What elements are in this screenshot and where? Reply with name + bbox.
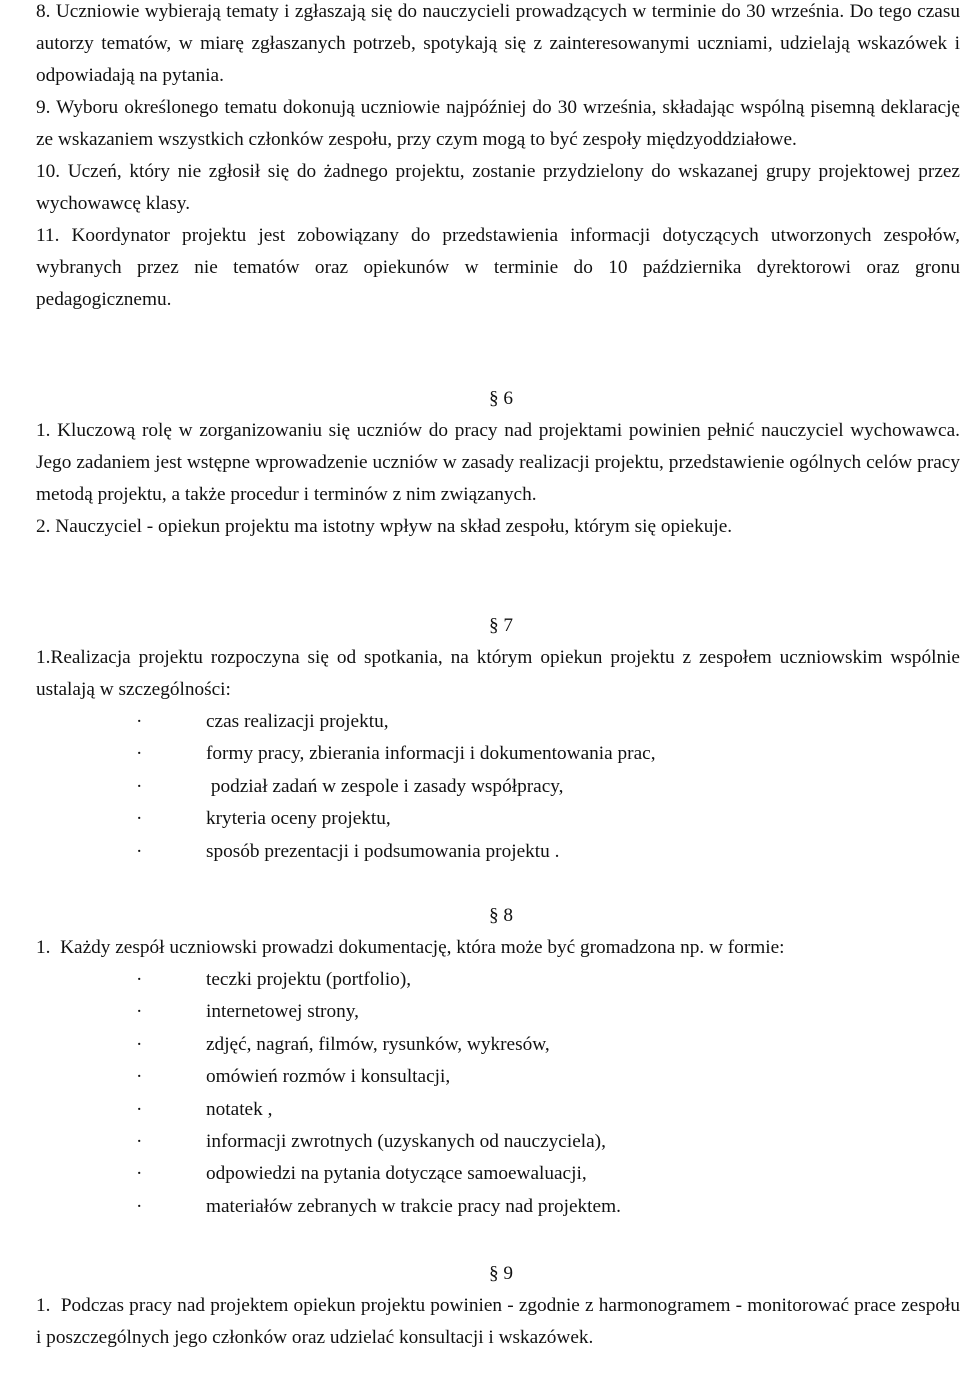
list-item: · podział zadań w zespole i zasady współpracy, xyxy=(136,771,656,803)
section-7-heading xyxy=(0,610,960,642)
item-11: 11. Koordynator projektu jest zobowiązany do przedstawienia informacji dotyczących utworzonych zespołów, wybranych przez nie tematów oraz opiekunów w terminie do 10 października dyrektorowi oraz gronu pedagogicznemu. xyxy=(36,225,960,310)
section-6-item-2: 2. Nauczyciel - opiekun projektu ma istotny wpływ na skład zespołu, którym się opiekuje. xyxy=(36,516,733,537)
section-7-intro xyxy=(36,642,960,706)
items-top xyxy=(36,0,960,316)
section-sign: § xyxy=(488,905,499,926)
bullet-dot: · xyxy=(136,1033,143,1055)
list-item: · teczki projektu (portfolio), xyxy=(136,964,621,996)
item-8: 8. Uczniowie wybierają tematy i zgłaszają się do nauczycieli prowadzących w terminie do 30 września. Do tego czasu autorzy tematów, w miarę zgłaszanych potrzeb, spotykają się z zainteresowanymi uczniami, udzielają wskazówek i odpowiadają na pytania. xyxy=(36,1,960,86)
bullet-dot: · xyxy=(136,1130,143,1152)
bullet-dot: · xyxy=(136,711,143,732)
section-sign: § xyxy=(488,1263,499,1284)
section-sign: § xyxy=(488,388,499,409)
section-sign: § xyxy=(488,615,499,636)
bullet-dot: · xyxy=(136,969,143,990)
bullet-dot: · xyxy=(136,1066,143,1088)
bullet-dot: · xyxy=(136,1163,143,1185)
list-item: · odpowiedzi na pytania dotyczące samoewaluacji, xyxy=(136,1158,621,1190)
section-6-heading xyxy=(0,383,960,415)
section-8-intro xyxy=(36,932,960,964)
list-item: · formy pracy, zbierania informacji i dokumentowania prac, xyxy=(136,738,656,770)
bullet-dot: · xyxy=(136,1195,143,1217)
item-9: 9. Wyboru określonego tematu dokonują uczniowie najpóźniej do 30 września, składając wspólną pisemną deklarację ze wskazaniem wszystkich członków zespołu, przy czym mogą to być zespoły międzyoddziałowe. xyxy=(36,97,960,150)
list-item: · sposób prezentacji i podsumowania projektu . xyxy=(136,836,656,868)
section-9-number: 9 xyxy=(503,1263,514,1284)
bullet-dot: · xyxy=(136,775,143,797)
section-9-heading xyxy=(0,1258,960,1290)
section-8-heading xyxy=(0,900,960,932)
section-8-bullets xyxy=(136,964,621,1223)
bullet-dot: · xyxy=(136,808,143,830)
section-7-bullets xyxy=(136,706,656,868)
section-9-body xyxy=(36,1290,960,1354)
item-10: 10. Uczeń, który nie zgłosił się do żadnego projektu, zostanie przydzielony do wskazanej grupy projektowej przez wychowawcę klasy. xyxy=(36,161,960,214)
section-7-number: 7 xyxy=(503,615,514,636)
section-6-item-1: 1. Kluczową rolę w zorganizowaniu się uczniów do pracy nad projektami powinien pełnić nauczyciel wychowawca. Jego zadaniem jest wstępne wprowadzenie uczniów w zasady realizacji projektu, przedstawienie ogólnych celów pracy metodą projektu, a także procedur i terminów z nim związanych. xyxy=(36,420,960,505)
section-8-number: 8 xyxy=(503,905,514,926)
list-item: · kryteria oceny projektu, xyxy=(136,803,656,835)
list-item: · zdjęć, nagrań, filmów, rysunków, wykresów, xyxy=(136,1029,621,1061)
list-item: · notatek , xyxy=(136,1094,621,1126)
list-item: · czas realizacji projektu, xyxy=(136,706,656,738)
bullet-dot: · xyxy=(136,743,143,765)
bullet-dot: · xyxy=(136,840,143,862)
list-item: · internetowej strony, xyxy=(136,996,621,1028)
section-9-intro-text: 1. Podczas pracy nad projektem opiekun projektu powinien - zgodnie z harmonogramem - monitorować prace zespołu i poszczególnych jego członków oraz udzielać konsultacji i wskazówek. xyxy=(36,1295,960,1348)
section-6-number: 6 xyxy=(503,388,514,409)
section-6-body xyxy=(36,415,960,543)
bullet-dot: · xyxy=(136,1098,143,1120)
list-item: · informacji zwrotnych (uzyskanych od nauczyciela), xyxy=(136,1126,621,1158)
list-item: · omówień rozmów i konsultacji, xyxy=(136,1061,621,1093)
section-8-intro-text: 1. Każdy zespół uczniowski prowadzi dokumentację, która może być gromadzona np. w formie: xyxy=(36,937,785,958)
list-item: · materiałów zebranych w trakcie pracy nad projektem. xyxy=(136,1191,621,1223)
section-7-intro-text: 1.Realizacja projektu rozpoczyna się od spotkania, na którym opiekun projektu z zespołem uczniowskim wspólnie ustalają w szczególności: xyxy=(36,647,960,700)
bullet-dot: · xyxy=(136,1001,143,1023)
